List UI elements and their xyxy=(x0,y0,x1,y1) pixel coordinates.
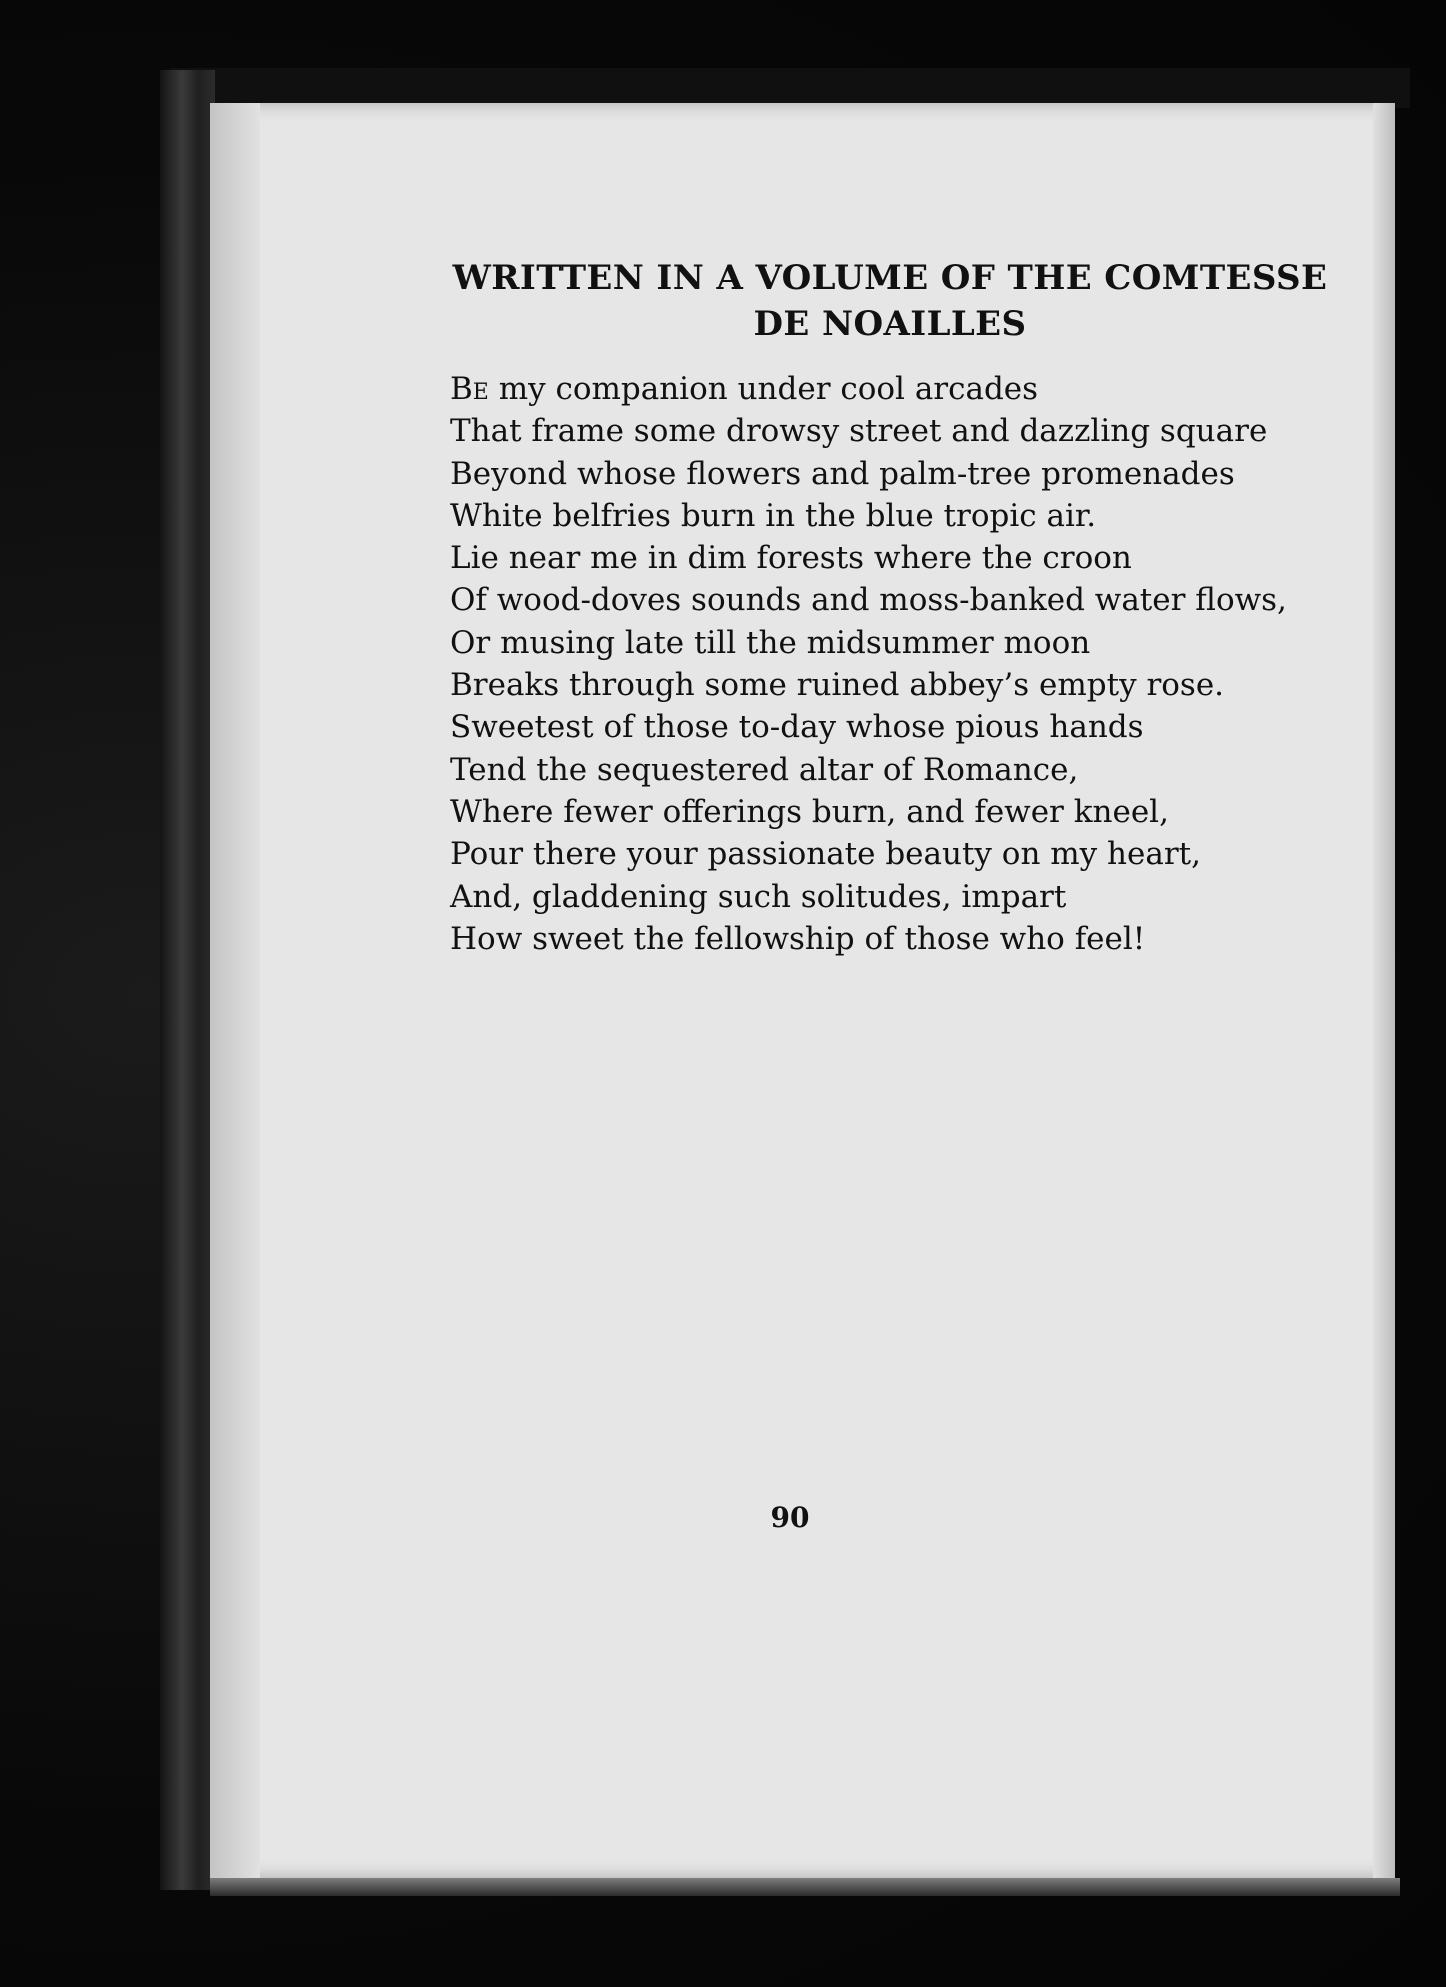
poem-line: Breaks through some ruined abbey’s empty rose. xyxy=(450,667,1225,704)
poem-title-line-2: DE NOAILLES xyxy=(753,304,1027,344)
page-bottom-edge xyxy=(210,1878,1400,1896)
poem-line: That frame some drowsy street and dazzling square xyxy=(450,413,1268,450)
poem-line: Sweetest of those to-day whose pious hands xyxy=(450,709,1144,746)
poem-line: White belfries burn in the blue tropic air. xyxy=(450,497,1097,534)
page-gutter xyxy=(210,103,260,1878)
poem-line: How sweet the fellowship of those who feel! xyxy=(450,920,1146,957)
poem-line-text: my companion under cool arcades xyxy=(488,371,1039,407)
poem-title-line-1: WRITTEN IN A VOLUME OF THE COMTESSE xyxy=(452,258,1328,298)
poem-title xyxy=(450,255,1330,347)
poem-line: Or musing late till the midsummer moon xyxy=(450,624,1091,661)
page-sheet xyxy=(210,103,1395,1878)
poem-line: Pour there your passionate beauty on my heart, xyxy=(450,836,1201,873)
poem-first-word: Be xyxy=(450,371,489,407)
poem-line: Beyond whose flowers and palm-tree promenades xyxy=(450,455,1235,492)
poem-body xyxy=(450,368,1350,960)
book-top-edge xyxy=(170,68,1410,108)
poem-line: Where fewer offerings burn, and fewer kneel, xyxy=(450,793,1169,830)
poem-line: Of wood-doves sounds and moss-banked water flows, xyxy=(450,582,1287,619)
book-spine-edge xyxy=(160,70,215,1890)
page-number: 90 xyxy=(770,1501,810,1534)
poem-line: Lie near me in dim forests where the croon xyxy=(450,540,1132,577)
poem-line: Tend the sequestered altar of Romance, xyxy=(450,751,1079,788)
page-right-edge xyxy=(1373,103,1395,1878)
poem-line: And, gladdening such solitudes, impart xyxy=(450,878,1067,915)
poem-line xyxy=(450,368,1350,410)
